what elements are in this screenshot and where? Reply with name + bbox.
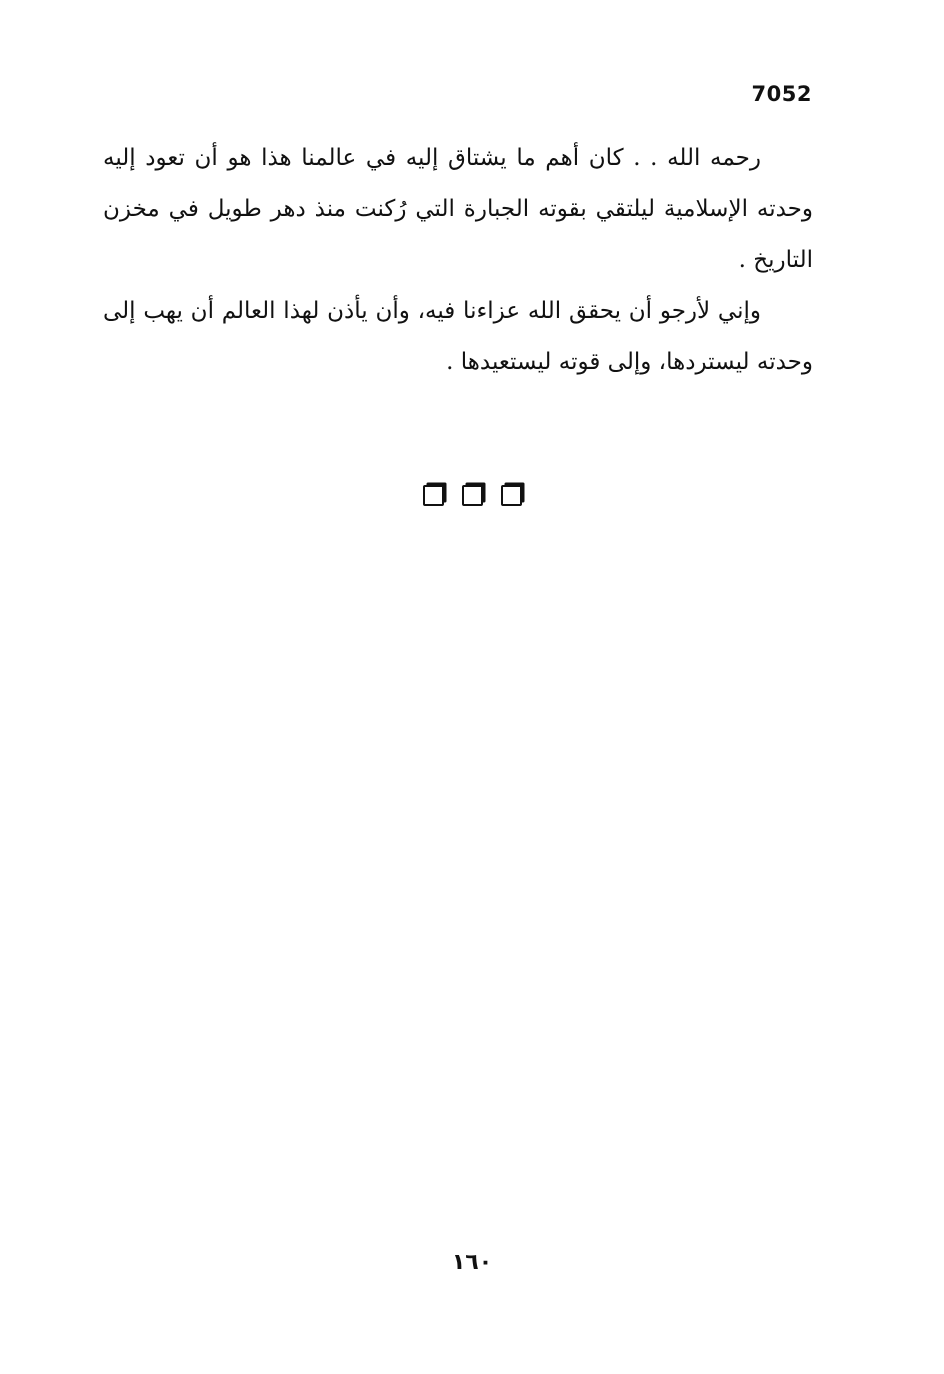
paragraph: وإني لأرجو أن يحقق الله عزاءنا فيه، وأن يأذن لهذا العالم أن يهب إلى وحدته ليستردها، وإلى قوته ليستعيدها . (103, 298, 813, 375)
body-text (103, 133, 813, 388)
paragraph: رحمه الله . . كان أهم ما يشتاق إليه في عالمنا هذا هو أن تعود إليه وحدته الإسلامية ليلتقي بقوته الجبارة التي رُكنت منذ دهر طويل في مخزن التاريخ . (103, 145, 813, 273)
section-separator (0, 485, 944, 506)
square-ornament-icon (501, 485, 522, 506)
page-number: ١٦٠ (451, 1250, 493, 1275)
square-ornament-icon (462, 485, 483, 506)
square-ornament-icon (423, 485, 444, 506)
document-id: 7052 (751, 82, 812, 106)
